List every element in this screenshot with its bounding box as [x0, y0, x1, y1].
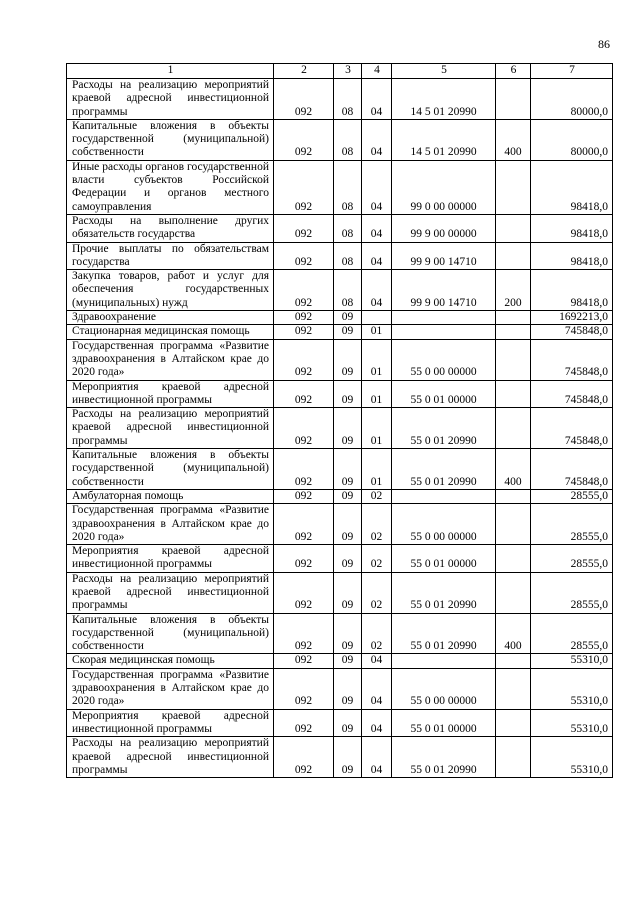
subsection-code: 04	[362, 214, 392, 242]
target-item-code: 99 9 00 00000	[392, 214, 496, 242]
target-item-code	[392, 489, 496, 503]
grbs-code: 092	[274, 613, 334, 654]
table-row	[67, 242, 613, 270]
grbs-code: 092	[274, 160, 334, 214]
expense-type-code	[496, 160, 531, 214]
target-item-code: 14 5 01 20990	[392, 119, 496, 160]
amount: 28555,0	[531, 613, 613, 654]
section-code: 09	[334, 737, 362, 778]
header-cell: 1	[67, 64, 274, 79]
item-name: Капитальные вложения в объекты государственной (муниципальной) собственности	[67, 449, 274, 490]
table-row	[67, 613, 613, 654]
section-code: 09	[334, 380, 362, 408]
amount: 745848,0	[531, 380, 613, 408]
grbs-code: 092	[274, 339, 334, 380]
expense-type-code	[496, 709, 531, 737]
expense-type-code	[496, 325, 531, 339]
item-name: Капитальные вложения в объекты государственной (муниципальной) собственности	[67, 119, 274, 160]
item-name: Расходы на выполнение других обязательств государства	[67, 214, 274, 242]
expense-type-code	[496, 654, 531, 668]
section-code: 08	[334, 214, 362, 242]
expense-type-code	[496, 572, 531, 613]
header-cell: 4	[362, 64, 392, 79]
subsection-code: 01	[362, 380, 392, 408]
grbs-code: 092	[274, 572, 334, 613]
subsection-code: 01	[362, 339, 392, 380]
section-code: 09	[334, 572, 362, 613]
table-row	[67, 489, 613, 503]
grbs-code: 092	[274, 214, 334, 242]
target-item-code: 55 0 00 00000	[392, 668, 496, 709]
target-item-code: 55 0 00 00000	[392, 339, 496, 380]
expense-type-code	[496, 380, 531, 408]
subsection-code: 02	[362, 504, 392, 545]
item-name: Расходы на реализацию мероприятий краевой адресной инвестиционной программы	[67, 572, 274, 613]
table-row	[67, 79, 613, 120]
grbs-code: 092	[274, 408, 334, 449]
subsection-code: 02	[362, 613, 392, 654]
table-row	[67, 325, 613, 339]
subsection-code: 01	[362, 325, 392, 339]
item-name: Мероприятия краевой адресной инвестиционной программы	[67, 709, 274, 737]
header-cell: 6	[496, 64, 531, 79]
table-row	[67, 654, 613, 668]
subsection-code: 04	[362, 270, 392, 311]
grbs-code: 092	[274, 654, 334, 668]
table-row	[67, 408, 613, 449]
item-name: Мероприятия краевой адресной инвестиционной программы	[67, 545, 274, 573]
grbs-code: 092	[274, 311, 334, 325]
amount: 98418,0	[531, 214, 613, 242]
grbs-code: 092	[274, 668, 334, 709]
expense-type-code	[496, 668, 531, 709]
subsection-code: 04	[362, 709, 392, 737]
amount: 28555,0	[531, 504, 613, 545]
item-name: Государственная программа «Развитие здравоохранения в Алтайском крае до 2020 года»	[67, 339, 274, 380]
target-item-code: 14 5 01 20990	[392, 79, 496, 120]
section-code: 09	[334, 489, 362, 503]
table-row	[67, 572, 613, 613]
table-row	[67, 504, 613, 545]
expense-type-code	[496, 339, 531, 380]
section-code: 08	[334, 79, 362, 120]
section-code: 09	[334, 408, 362, 449]
table-row	[67, 311, 613, 325]
expense-type-code	[496, 311, 531, 325]
amount: 28555,0	[531, 545, 613, 573]
grbs-code: 092	[274, 709, 334, 737]
grbs-code: 092	[274, 380, 334, 408]
expense-type-code: 400	[496, 449, 531, 490]
amount: 98418,0	[531, 242, 613, 270]
subsection-code: 02	[362, 489, 392, 503]
section-code: 09	[334, 325, 362, 339]
target-item-code: 99 0 00 00000	[392, 160, 496, 214]
target-item-code	[392, 325, 496, 339]
header-cell: 3	[334, 64, 362, 79]
subsection-code: 04	[362, 737, 392, 778]
expense-type-code	[496, 489, 531, 503]
section-code: 09	[334, 613, 362, 654]
item-name: Расходы на реализацию мероприятий краевой адресной инвестиционной программы	[67, 737, 274, 778]
section-code: 09	[334, 668, 362, 709]
table-body	[67, 64, 613, 778]
section-code: 09	[334, 504, 362, 545]
expense-type-code	[496, 242, 531, 270]
section-code: 08	[334, 242, 362, 270]
expense-type-code: 400	[496, 613, 531, 654]
table-row	[67, 119, 613, 160]
expense-type-code	[496, 79, 531, 120]
target-item-code: 55 0 01 00000	[392, 545, 496, 573]
grbs-code: 092	[274, 79, 334, 120]
page-number: 86	[598, 37, 610, 51]
item-name: Государственная программа «Развитие здравоохранения в Алтайском крае до 2020 года»	[67, 504, 274, 545]
amount: 55310,0	[531, 654, 613, 668]
amount: 28555,0	[531, 572, 613, 613]
amount: 55310,0	[531, 709, 613, 737]
section-code: 08	[334, 119, 362, 160]
amount: 745848,0	[531, 325, 613, 339]
target-item-code: 55 0 01 20990	[392, 737, 496, 778]
item-name: Расходы на реализацию мероприятий краевой адресной инвестиционной программы	[67, 79, 274, 120]
amount: 80000,0	[531, 119, 613, 160]
item-name: Закупка товаров, работ и услуг для обеспечения государственных (муниципальных) нужд	[67, 270, 274, 311]
table-row	[67, 380, 613, 408]
section-code: 09	[334, 545, 362, 573]
grbs-code: 092	[274, 449, 334, 490]
table-row	[67, 709, 613, 737]
amount: 55310,0	[531, 668, 613, 709]
table-row	[67, 270, 613, 311]
target-item-code: 55 0 01 00000	[392, 380, 496, 408]
expense-type-code	[496, 545, 531, 573]
target-item-code: 55 0 01 20990	[392, 572, 496, 613]
amount: 28555,0	[531, 489, 613, 503]
subsection-code: 04	[362, 242, 392, 270]
table-row	[67, 668, 613, 709]
target-item-code: 55 0 01 00000	[392, 709, 496, 737]
grbs-code: 092	[274, 119, 334, 160]
expense-type-code: 200	[496, 270, 531, 311]
table-row	[67, 737, 613, 778]
item-name: Мероприятия краевой адресной инвестиционной программы	[67, 380, 274, 408]
subsection-code: 01	[362, 408, 392, 449]
grbs-code: 092	[274, 737, 334, 778]
expense-type-code	[496, 214, 531, 242]
expense-type-code	[496, 504, 531, 545]
table-row	[67, 214, 613, 242]
grbs-code: 092	[274, 325, 334, 339]
target-item-code: 55 0 01 20990	[392, 449, 496, 490]
subsection-code: 01	[362, 449, 392, 490]
section-code: 08	[334, 270, 362, 311]
grbs-code: 092	[274, 504, 334, 545]
target-item-code: 55 0 00 00000	[392, 504, 496, 545]
target-item-code	[392, 311, 496, 325]
item-name: Амбулаторная помощь	[67, 489, 274, 503]
item-name: Здравоохранение	[67, 311, 274, 325]
expense-type-code	[496, 737, 531, 778]
subsection-code: 04	[362, 160, 392, 214]
target-item-code: 55 0 01 20990	[392, 613, 496, 654]
item-name: Государственная программа «Развитие здравоохранения в Алтайском крае до 2020 года»	[67, 668, 274, 709]
amount: 98418,0	[531, 270, 613, 311]
header-row	[67, 64, 613, 79]
grbs-code: 092	[274, 545, 334, 573]
expense-type-code: 400	[496, 119, 531, 160]
amount: 55310,0	[531, 737, 613, 778]
target-item-code: 99 9 00 14710	[392, 242, 496, 270]
section-code: 08	[334, 160, 362, 214]
expense-type-code	[496, 408, 531, 449]
subsection-code: 04	[362, 654, 392, 668]
item-name: Скорая медицинская помощь	[67, 654, 274, 668]
amount: 98418,0	[531, 160, 613, 214]
amount: 745848,0	[531, 408, 613, 449]
item-name: Иные расходы органов государственной власти субъектов Российской Федерации и органов местного самоуправления	[67, 160, 274, 214]
header-cell: 2	[274, 64, 334, 79]
budget-table	[66, 63, 613, 778]
item-name: Стационарная медицинская помощь	[67, 325, 274, 339]
subsection-code: 04	[362, 119, 392, 160]
target-item-code: 99 9 00 14710	[392, 270, 496, 311]
amount: 80000,0	[531, 79, 613, 120]
subsection-code: 02	[362, 545, 392, 573]
amount: 1692213,0	[531, 311, 613, 325]
table-row	[67, 545, 613, 573]
header-cell: 7	[531, 64, 613, 79]
subsection-code	[362, 311, 392, 325]
amount: 745848,0	[531, 449, 613, 490]
amount: 745848,0	[531, 339, 613, 380]
section-code: 09	[334, 311, 362, 325]
grbs-code: 092	[274, 270, 334, 311]
section-code: 09	[334, 339, 362, 380]
table-row	[67, 339, 613, 380]
section-code: 09	[334, 654, 362, 668]
item-name: Прочие выплаты по обязательствам государства	[67, 242, 274, 270]
item-name: Расходы на реализацию мероприятий краевой адресной инвестиционной программы	[67, 408, 274, 449]
table-row	[67, 160, 613, 214]
subsection-code: 02	[362, 572, 392, 613]
subsection-code: 04	[362, 79, 392, 120]
grbs-code: 092	[274, 489, 334, 503]
section-code: 09	[334, 449, 362, 490]
header-cell: 5	[392, 64, 496, 79]
target-item-code	[392, 654, 496, 668]
target-item-code: 55 0 01 20990	[392, 408, 496, 449]
table-row	[67, 449, 613, 490]
item-name: Капитальные вложения в объекты государственной (муниципальной) собственности	[67, 613, 274, 654]
section-code: 09	[334, 709, 362, 737]
grbs-code: 092	[274, 242, 334, 270]
subsection-code: 04	[362, 668, 392, 709]
